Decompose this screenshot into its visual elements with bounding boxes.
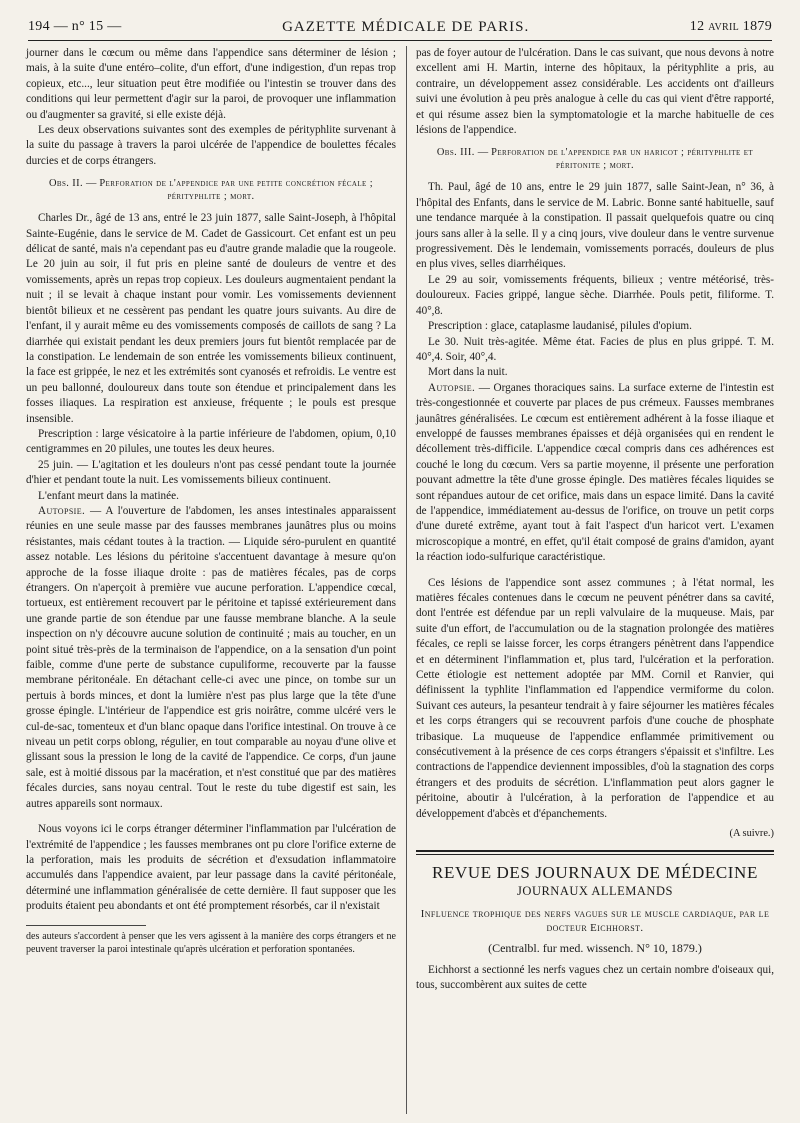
paragraph: Nous voyons ici le corps étranger déterminer l'inflammation par l'ulcération de l'extrémité de l'appendice ; les fausses membranes ont pu clore l'orifice externe de la perforation, mais les produits de sécrétion et d'exsudation inflammatoire accumulés dans l'appendice avaient, par leur passage dans la cavité péritonéale, déterminé une inflammation généralisée de cette dernière. Il faut supposer que les produits étaient peu abondants et ont été promptement résorbés, car il n'existait: [26, 823, 396, 913]
article-reference: (Centralbl. fur med. wissench. N° 10, 1879.): [488, 941, 702, 956]
autopsy-paragraph: [26, 504, 396, 812]
paragraph: Th. Paul, âgé de 10 ans, entre le 29 juin 1877, salle Saint-Jean, n° 36, à l'hôpital des Enfants, dans le service de M. Labric. Bonne santé habituelle, sauf une tendance marquée à la constipation. Il passait quelquefois quatre ou cinq jours sans aller à la selle. Il y a cinq jours, vive douleur dans le ventre survenue progressivement. Dès le lendemain, vomissements porracés, douleurs de plus en plus vives, selles diarrhéiques.: [416, 181, 774, 271]
page-number: 194 — n° 15 —: [28, 19, 122, 34]
article-title: Influence trophique des nerfs vagues sur le muscle cardiaque, par le docteur Eichhorst.: [420, 908, 770, 935]
journal-title: GAZETTE MÉDICALE DE PARIS.: [282, 18, 530, 35]
section-subtitle: JOURNAUX ALLEMANDS: [517, 883, 673, 898]
paragraph: Le 30. Nuit très-agitée. Même état. Facies de plus en plus grippé. T. M. 40°,4. Soir, 40°,4.: [416, 335, 774, 363]
footnote-rule: [26, 925, 146, 926]
date-month: avril: [708, 19, 739, 34]
date-day: 12: [689, 19, 705, 34]
autopsy-text: — A l'ouverture de l'abdomen, les anses intestinales apparaissent réunies en une seule masse par des fausses membranes jaunâtres plus ou moins résistantes, mais cédant toutes à la traction. — Liquide séro-purulent en quantité assez notable. Les lésions du péritoine s'accentuent davantage à mesure qu'on approche de la fosse iliaque droite : pas de matières fécales, pas de corps étrangers. On n'aperçoit à première vue aucune perforation. L'appendice cœcal, tortueux, est entièrement recouvert par le péritoine et tapissé extérieurement dans une grande partie de son étendue par une fausse membrane blanche. A la seule inspection on n'y découvre aucune solution de continuité ; mais au toucher, en un point situé très-près de la terminaison de l'appendice, on a la sensation d'un point faible, comme d'une perte de substance cupuliforme, recouverte par la fausse membrane péritonéale. En détachant celle-ci avec une pince, on tombe sur un pertuis à bords minces, et dont la lumière n'est pas plus large que la tête d'une grosse épingle. L'intérieur de l'appendice est gris noirâtre, comme ulcéré vers le cul-de-sac, tomenteux et d'un blanc opaque dans l'orifice intestinal. On trouve à ce niveau un petit corps oblong, régulier, en tout comparable au noyau d'une olive et glissant sous la pression le long de la cavité de l'appendice. Ce corps, d'un jaune sale, est à moitié dissous par la macération, et n'est constitué que par des matières fécales durcies, sans noyau central. Tout le reste du tube digestif est sain, les autres appareils sont normaux.: [26, 504, 396, 810]
observation-title: Perforation de l'appendice par un haricot ; pérityphlite et péritonite ; mort.: [491, 147, 754, 172]
section-rule: [416, 850, 774, 852]
left-column: [26, 46, 396, 956]
column-divider: [406, 46, 407, 1114]
observation-heading: [416, 146, 774, 172]
footnote: des auteurs s'accordent à penser que les vers agissent à la manière des corps étrangers et ne peuvent traverser la paroi intestinale qu'après ulcération et perforation spontanées.: [26, 930, 396, 955]
observation-number: Obs. II. —: [48, 178, 97, 190]
paragraph: journer dans le cœcum ou même dans l'appendice sans déterminer de lésion ; mais, à la suite d'une entéro–colite, d'un effort, d'une indigestion, d'un repas trop copieux, etc..., leur situation peut être modifiée ou l'intestin se trouver dans des conditions qui leur permettent d'agir sur la paroi, de provoquer une inflammation ou d'augmenter sa gravité, si elle existe déjà.: [26, 47, 396, 121]
paragraph: Eichhorst a sectionné les nerfs vagues chez un certain nombre d'oiseaux qui, tous, succombèrent aux suites de cette: [416, 963, 774, 992]
to-be-continued: (A suivre.): [729, 828, 774, 840]
paragraph: Prescription : glace, cataplasme laudanisé, pilules d'opium.: [428, 320, 692, 333]
paragraph: pas de foyer autour de l'ulcération. Dans le cas suivant, que nous devons à notre excellent ami H. Martin, interne des hôpitaux, la pérityphlite a pris, au contraire, un développement assez considérable. Les accidents ont d'ailleurs suivi une évolution à peu près analogue à celle du cas qui vient d'être rapporté, et qui résume assez bien la symptomatologie et la marche habituelle de ces lésions de l'appendice.: [416, 47, 774, 137]
observation-title: Perforation de l'appendice par une petite concrétion fécale ; pérityphlite ; mort.: [99, 178, 374, 203]
autopsy-paragraph: [416, 381, 774, 566]
observation-number: Obs. III. —: [436, 147, 489, 159]
paragraph: 25 juin. — L'agitation et les douleurs n'ont pas cessé pendant toute la journée d'hier et pendant toute la nuit. Les vomissements bilieux continuent.: [26, 458, 396, 487]
section-rule: [416, 854, 774, 855]
autopsy-text: — Organes thoraciques sains. La surface externe de l'intestin est très-congestionnée et couverte par places de pus crémeux. Fausses membranes jaunâtres généralisées. Le cœcum est entièrement adhérent à la fosse iliaque et enveloppé de fausses membranes épaisses et déjà organisées qui en rendent le décollement très-difficile. L'appendice cœcal compris dans ces adhérences est couché le long du cœcum. Vers sa partie moyenne, il présente une perforation pouvant admettre la tête d'une grosse épingle. Des matières fécales liquides se sont répandues autour de cet orifice, mais dans un espace limité. Dans la cavité de l'appendice, immédiatement au-dessus de l'orifice, on trouve un petit corps d'une dureté extrême, ayant tout à fait l'aspect d'un haricot vert. L'examen microscopique a montré, en effet, qu'il était composé de grains d'amidon, ayant la réaction iodo-sulfurique caractéristique.: [416, 381, 774, 564]
paragraph: L'enfant meurt dans la matinée.: [38, 489, 179, 502]
paragraph: Charles Dr., âgé de 13 ans, entré le 23 juin 1877, salle Saint-Joseph, à l'hôpital Sainte-Eugénie, dans le service de M. Cadet de Gassicourt. Cet enfant est un peu délicat de santé, mais n'a cependant pas eu d'autre grande maladie que la rougeole. Le 20 juin au soir, il fut pris en pleine santé de douleurs de ventre et des vomissements, après un repas trop copieux. Les douleurs augmentaient pendant la nuit ; il se levait à chaque instant pour vomir. Les vomissements deviennent bientôt bilieux et ne cessèrent pas pendant les quatre jours suivants. Au dire de l'enfant, il y aurait même eu des vomissements composés de caillots de sang ? La diarrhée qui existait pendant les deux premiers jours fut bientôt remplacée par de la constipation. Le lendemain de son entrée les vomissements bilieux continuent, la face est grippée, le nez et les extrémités sont cyanosés et refroidis. Le ventre est un peu ballonné, douloureux dans toute son étendue et principalement dans les fosses iliaques. La respiration est anxieuse, fréquente ; le pouls est presque insensible.: [26, 212, 396, 425]
date-year: 1879: [742, 19, 772, 34]
paragraph: Mort dans la nuit.: [428, 366, 508, 379]
right-column: [416, 46, 774, 994]
paragraph: Ces lésions de l'appendice sont assez communes ; à l'état normal, les matières fécales contenues dans le cœcum ne peuvent pénétrer dans sa cavité, dont l'entrée est défendue par un repli valvulaire de la muqueuse. Mais, par suite d'un effort, de l'accumulation ou de la stagnation prolongée des matières fécales, ce repli se laisse forcer, les corps étrangers pénètrent dans l'appendice et en déterminent l'inflammation et, plus tard, l'ulcération et la perforation. Cette étiologie est nettement adoptée par MM. Cornil et Ranvier, qui définissent la typhlite l'inflammation ed l'appendice vermiforme du colon. Suivant ces auteurs, la pesanteur tendrait à y faire séjourner les matières fécales et les corps étrangers qui se recouvrent parfois d'une couche de phosphate tribasique. La muqueuse de l'appendice enflammée primitivement ou consécutivement à la présence de ces corps étrangers s'épaissit et s'infiltre. Les contractions de l'appendice deviennent impossibles, d'où la stagnation des corps étrangers et des produits de sécrétion. L'inflammation peut alors gagner le péritoine, aboutir à l'ulcération, à la perforation de l'appendice et au développement d'abcès et d'épanchements.: [416, 576, 774, 820]
autopsy-label: Autopsie.: [428, 381, 476, 394]
issue-date: [690, 19, 772, 35]
section-title: REVUE DES JOURNAUX DE MÉDECINE: [432, 862, 758, 882]
autopsy-label: Autopsie.: [38, 504, 86, 517]
paragraph: Prescription : large vésicatoire à la partie inférieure de l'abdomen, opium, 0,10 centigrammes en 20 pilules, une toutes les deux heures.: [26, 427, 396, 456]
observation-heading: [26, 177, 396, 203]
paragraph: Le 29 au soir, vomissements fréquents, bilieux ; ventre météorisé, très-douloureux. Facies grippé, langue sèche. Diarrhée. Pouls petit, filiforme. T. 40°,8.: [416, 273, 774, 317]
paragraph: Les deux observations suivantes sont des exemples de pérityphlite survenant à la suite du passage à travers la paroi ulcérée de l'appendice de boulettes fécales durcies et de corps étrangers.: [26, 124, 396, 167]
page-header: [28, 14, 772, 41]
